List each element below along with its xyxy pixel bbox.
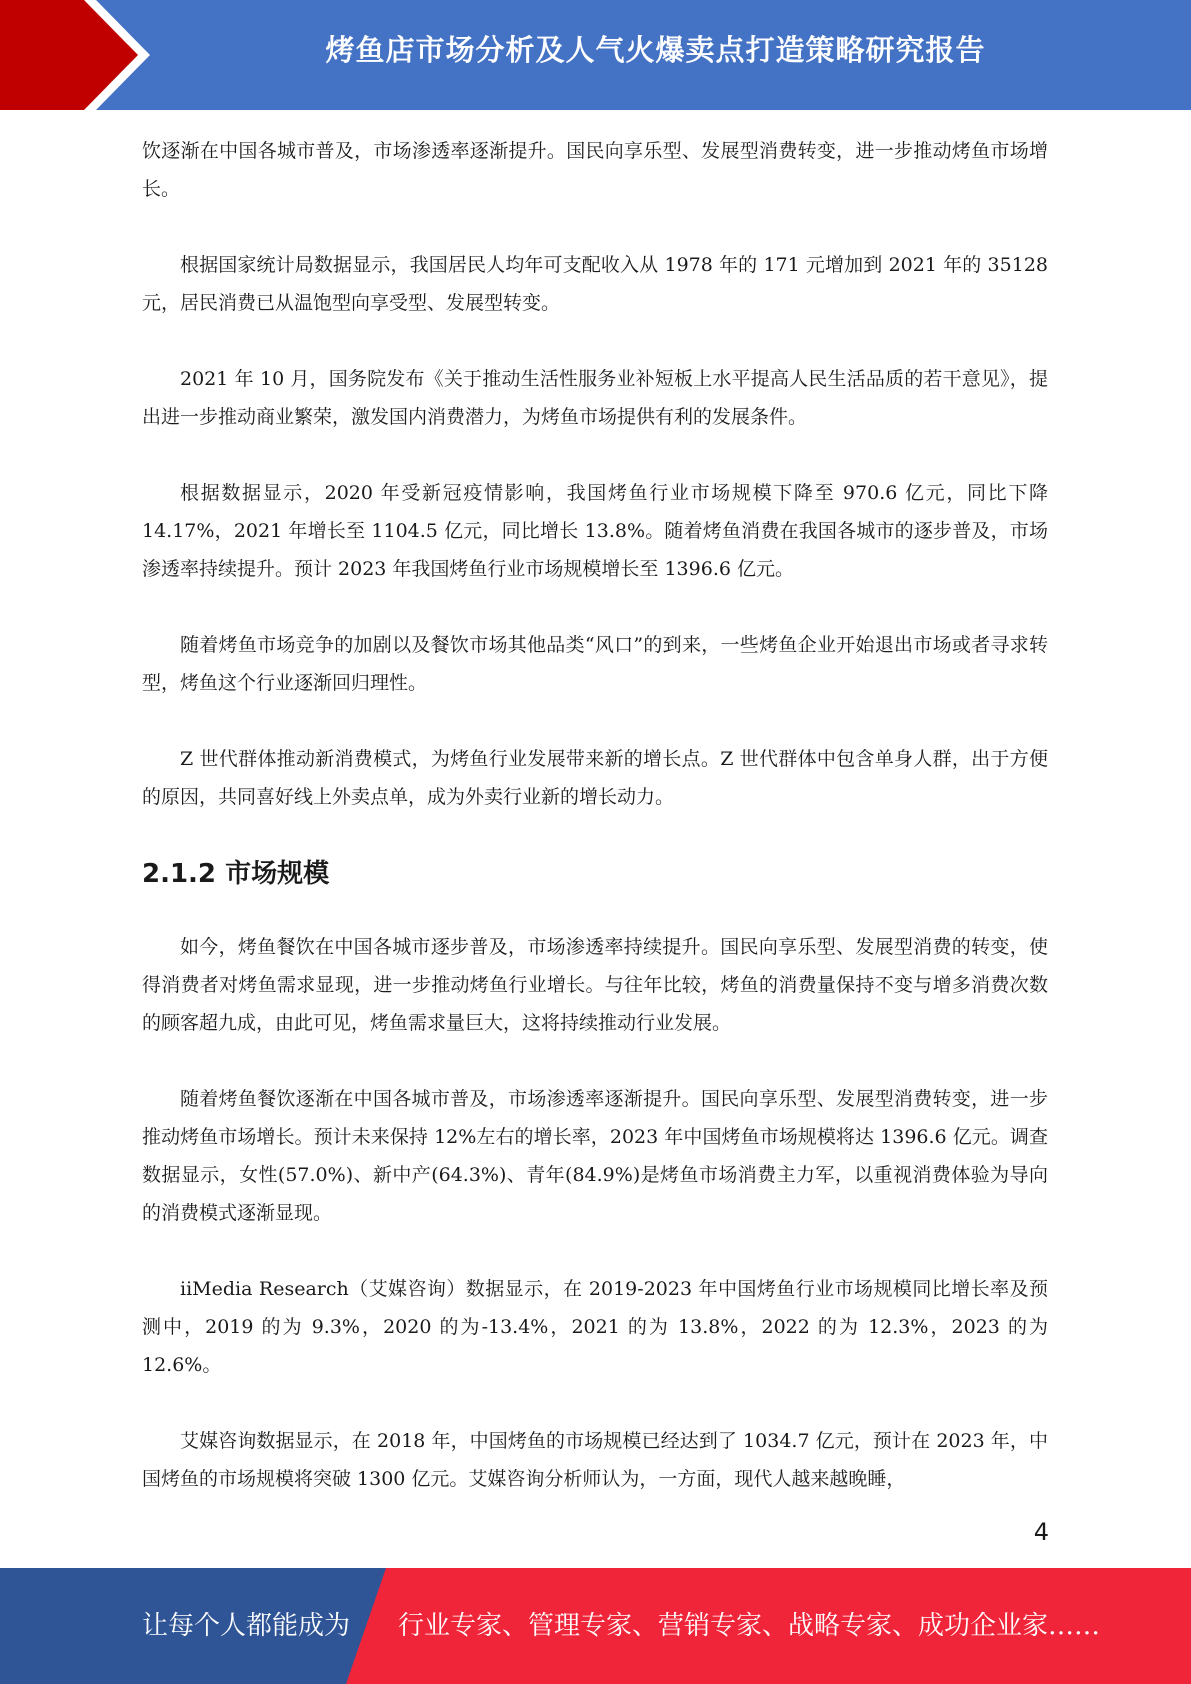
report-title: 烤鱼店市场分析及人气火爆卖点打造策略研究报告 bbox=[325, 33, 986, 67]
footer-slogan-right: 行业专家、管理专家、营销专家、战略专家、成功企业家…… bbox=[398, 1611, 1101, 1641]
paragraph: 根据国家统计局数据显示，我国居民人均年可支配收入从 1978 年的 171 元增加到 2021 年的 35128 元，居民消费已从温饱型向享受型、发展型转变。 bbox=[142, 254, 1048, 314]
footer-slogan-left: 让每个人都能成为 bbox=[142, 1611, 351, 1641]
page-header bbox=[0, 0, 1191, 110]
paragraph-continued: 饮逐渐在中国各城市普及，市场渗透率逐渐提升。国民向享乐型、发展型消费转变，进一步推动烤鱼市场增长。 bbox=[142, 140, 1048, 200]
page-content bbox=[142, 132, 1048, 1536]
page-number: 4 bbox=[1033, 1518, 1049, 1546]
paragraph: 随着烤鱼餐饮逐渐在中国各城市普及，市场渗透率逐渐提升。国民向享乐型、发展型消费转变，进一步推动烤鱼市场增长。预计未来保持 12%左右的增长率，2023 年中国烤鱼市场规模将达 1396.6 亿元。调查数据显示，女性(57.0%)、新中产(64.3%)、青年(84.9%)是烤鱼市场消费主力军，以重视消费体验为导向的消费模式逐渐显现。 bbox=[142, 1088, 1048, 1224]
page-footer bbox=[0, 1568, 1191, 1684]
section-heading: 2.1.2 市场规模 bbox=[142, 859, 330, 889]
paragraph: 如今，烤鱼餐饮在中国各城市逐步普及，市场渗透率持续提升。国民向享乐型、发展型消费的转变，使得消费者对烤鱼需求显现，进一步推动烤鱼行业增长。与往年比较，烤鱼的消费量保持不变与增多消费次数的顾客超九成，由此可见，烤鱼需求量巨大，这将持续推动行业发展。 bbox=[142, 936, 1048, 1034]
paragraph: 艾媒咨询数据显示，在 2018 年，中国烤鱼的市场规模已经达到了 1034.7 亿元，预计在 2023 年，中国烤鱼的市场规模将突破 1300 亿元。艾媒咨询分析师认为，一方面，现代人越来越晚睡， bbox=[142, 1430, 1048, 1490]
paragraph: Z 世代群体推动新消费模式，为烤鱼行业发展带来新的增长点。Z 世代群体中包含单身人群，出于方便的原因，共同喜好线上外卖点单，成为外卖行业新的增长动力。 bbox=[142, 748, 1048, 808]
paragraph: 2021 年 10 月，国务院发布《关于推动生活性服务业补短板上水平提高人民生活品质的若干意见》，提出进一步推动商业繁荣，激发国内消费潜力，为烤鱼市场提供有利的发展条件。 bbox=[142, 368, 1048, 428]
paragraph: 根据数据显示，2020 年受新冠疫情影响，我国烤鱼行业市场规模下降至 970.6 亿元，同比下降 14.17%，2021 年增长至 1104.5 亿元，同比增长 13.8%。随着烤鱼消费在我国各城市的逐步普及，市场渗透率持续提升。预计 2023 年我国烤鱼行业市场规模增长至 1396.6 亿元。 bbox=[142, 482, 1048, 580]
header-chevron-icon bbox=[0, 0, 150, 110]
paragraph: iiMedia Research（艾媒咨询）数据显示，在 2019-2023 年中国烤鱼行业市场规模同比增长率及预测中，2019 的为 9.3%，2020 的为-13.4%，2021 的为 13.8%，2022 的为 12.3%，2023 的为 12.6%。 bbox=[142, 1278, 1048, 1376]
paragraph: 随着烤鱼市场竞争的加剧以及餐饮市场其他品类“风口”的到来，一些烤鱼企业开始退出市场或者寻求转型，烤鱼这个行业逐渐回归理性。 bbox=[142, 634, 1048, 694]
